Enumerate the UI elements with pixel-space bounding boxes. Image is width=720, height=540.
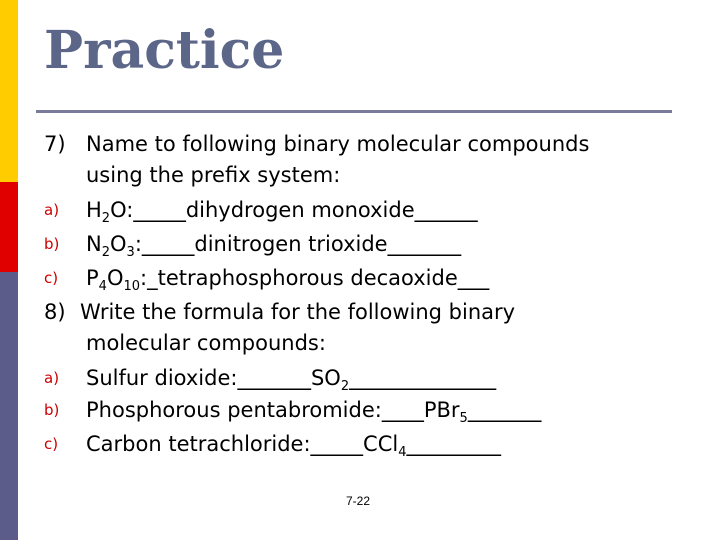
q7c-label: c) xyxy=(44,269,59,287)
q7a-text: $H_2O:\_\_\_\_\_dihydrogen$ monoxide______ xyxy=(86,198,478,226)
decorative-bar-blue xyxy=(0,272,18,540)
q7-prompt-line1: Name to following binary molecular compounds xyxy=(86,132,590,156)
q8-number: 8) xyxy=(44,300,66,324)
q7-number: 7) xyxy=(44,132,66,156)
q8a-label: a) xyxy=(44,369,60,387)
q8a-text: Sulfur $dioxide:\_\_\_\_\_\_\_SO_2\_\_\_\_\_\_\_\_\_\_\_\_\_\_$ xyxy=(86,366,497,394)
title-divider xyxy=(36,110,672,113)
decorative-bar-red xyxy=(0,182,18,272)
q8-prompt-line1: Write the formula for the following binary xyxy=(80,300,516,324)
decorative-bar-yellow xyxy=(0,0,18,182)
q7c-text: $P_4O_{10}:\_tetraphosphorous$ decaoxide___ xyxy=(86,266,490,294)
q8b-text: Phosphorous pentabromide:____PBr$_5$_______ xyxy=(86,398,542,426)
slide-number: 7-22 xyxy=(346,494,371,508)
q7b-text: $N_2O_3:\_\_\_\_\_dinitrogen$ trioxide_______ xyxy=(86,232,462,260)
q7-prompt-line2: using the prefix system: xyxy=(86,163,341,187)
q7a-label: a) xyxy=(44,201,60,219)
slide-title: Practice xyxy=(44,20,285,81)
q8b-label: b) xyxy=(44,401,60,419)
q8-prompt-line2: molecular compounds: xyxy=(86,331,326,355)
q8c-label: c) xyxy=(44,435,59,453)
q8c-text: Carbon tetrachloride:_____CCl$_4$_________ xyxy=(86,432,501,460)
q7b-label: b) xyxy=(44,235,60,253)
